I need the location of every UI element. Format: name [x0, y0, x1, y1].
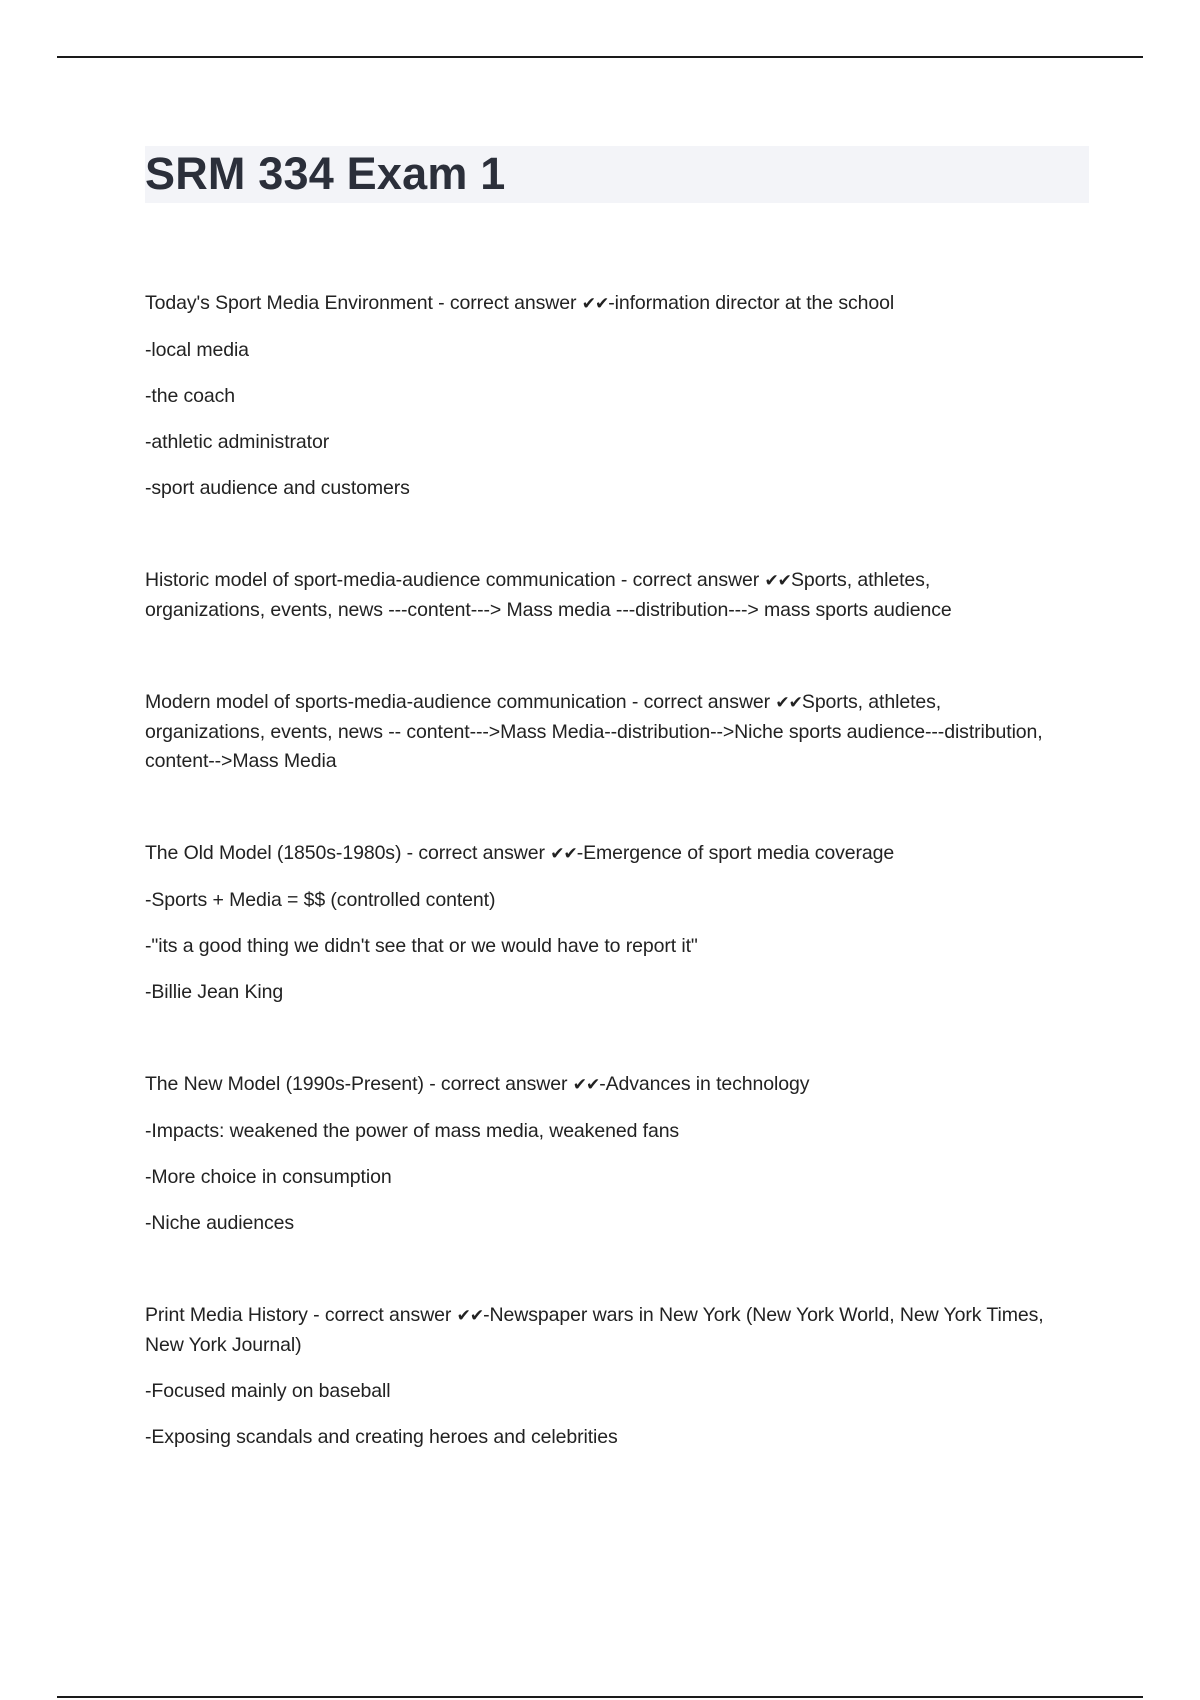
answer-marker: correct answer [449, 292, 577, 314]
question-line: The Old Model (1850s-1980s) - correct answer ✔✔-Emergence of sport media coverage [145, 842, 895, 864]
question-text: Modern model of sports-media-audience communication [145, 691, 627, 713]
question-text: The Old Model (1850s-1980s) [145, 842, 402, 864]
check-icon: ✔✔ [775, 693, 802, 713]
answer-line: -"its a good thing we didn't see that or we would have to report it" [145, 935, 698, 957]
answer-line: -sport audience and customers [145, 477, 410, 499]
qa-entry [145, 1070, 1045, 1238]
check-icon: ✔✔ [456, 1306, 484, 1326]
question-line: Historic model of sport-media-audience communication - correct answer ✔✔Sports, athletes, organizations, events, news ---content---> Mass media ---distribution---> mass sports audience [145, 569, 952, 621]
qa-entry [145, 1301, 1045, 1452]
answer-line: -Billie Jean King [145, 981, 284, 1003]
question-line: The New Model (1990s-Present) - correct answer ✔✔-Advances in technology [145, 1073, 810, 1095]
document-body [145, 289, 1045, 1452]
answer-marker: correct answer [440, 1073, 568, 1095]
check-icon: ✔✔ [581, 294, 609, 314]
answer-line: -the coach [145, 385, 236, 407]
answer-line: -athletic administrator [145, 431, 330, 453]
question-line: Today's Sport Media Environment - correct answer ✔✔-information director at the school [145, 292, 895, 314]
question-line: Modern model of sports-media-audience communication - correct answer ✔✔Sports, athletes, organizations, events, news -- content--->Mass Media--distribution-->Niche sports audience---distribution, content-->Mass Media [145, 691, 1043, 772]
answer-marker: correct answer [643, 691, 771, 713]
answer-marker: correct answer [632, 569, 760, 591]
answer-text: -information director at the school [608, 292, 895, 314]
answer-text: Sports, athletes, organizations, events, news -- content--->Mass Media--distribution-->Niche sports audience---distribution, content-->Mass Media [145, 691, 1043, 772]
check-icon: ✔✔ [550, 844, 577, 864]
page-title: SRM 334 Exam 1 [145, 148, 506, 199]
check-icon: ✔✔ [572, 1075, 600, 1095]
question-text: Print Media History [145, 1304, 308, 1326]
answer-text: Sports, athletes, organizations, events, news ---content---> Mass media ---distribution---> mass sports audience [145, 569, 952, 621]
question-text: Historic model of sport-media-audience communication [145, 569, 616, 591]
answer-text: -Emergence of sport media coverage [576, 842, 895, 864]
answer-line: -More choice in consumption [145, 1166, 392, 1188]
question-text: Today's Sport Media Environment [145, 292, 433, 314]
answer-line: -Exposing scandals and creating heroes and celebrities [145, 1426, 618, 1448]
check-icon: ✔✔ [764, 571, 791, 591]
top-rule [57, 56, 1143, 58]
answer-line: -local media [145, 339, 249, 361]
qa-entry [145, 289, 1045, 503]
question-line: Print Media History - correct answer ✔✔-Newspaper wars in New York (New York World, New York Times, New York Journal) [145, 1304, 1044, 1356]
qa-entry [145, 566, 1045, 625]
answer-marker: correct answer [418, 842, 545, 864]
answer-line: -Focused mainly on baseball [145, 1380, 391, 1402]
answer-line: -Sports + Media = $$ (controlled content) [145, 889, 496, 911]
answer-line: -Niche audiences [145, 1212, 295, 1234]
title-banner [145, 146, 1089, 203]
bottom-rule [57, 1696, 1143, 1698]
question-text: The New Model (1990s-Present) [145, 1073, 424, 1095]
answer-text: -Advances in technology [599, 1073, 810, 1095]
answer-line: -Impacts: weakened the power of mass media, weakened fans [145, 1120, 680, 1142]
answer-marker: correct answer [324, 1304, 452, 1326]
answer-text: -Newspaper wars in New York (New York World, New York Times, New York Journal) [145, 1304, 1044, 1356]
qa-entry [145, 688, 1045, 776]
qa-entry [145, 839, 1045, 1007]
